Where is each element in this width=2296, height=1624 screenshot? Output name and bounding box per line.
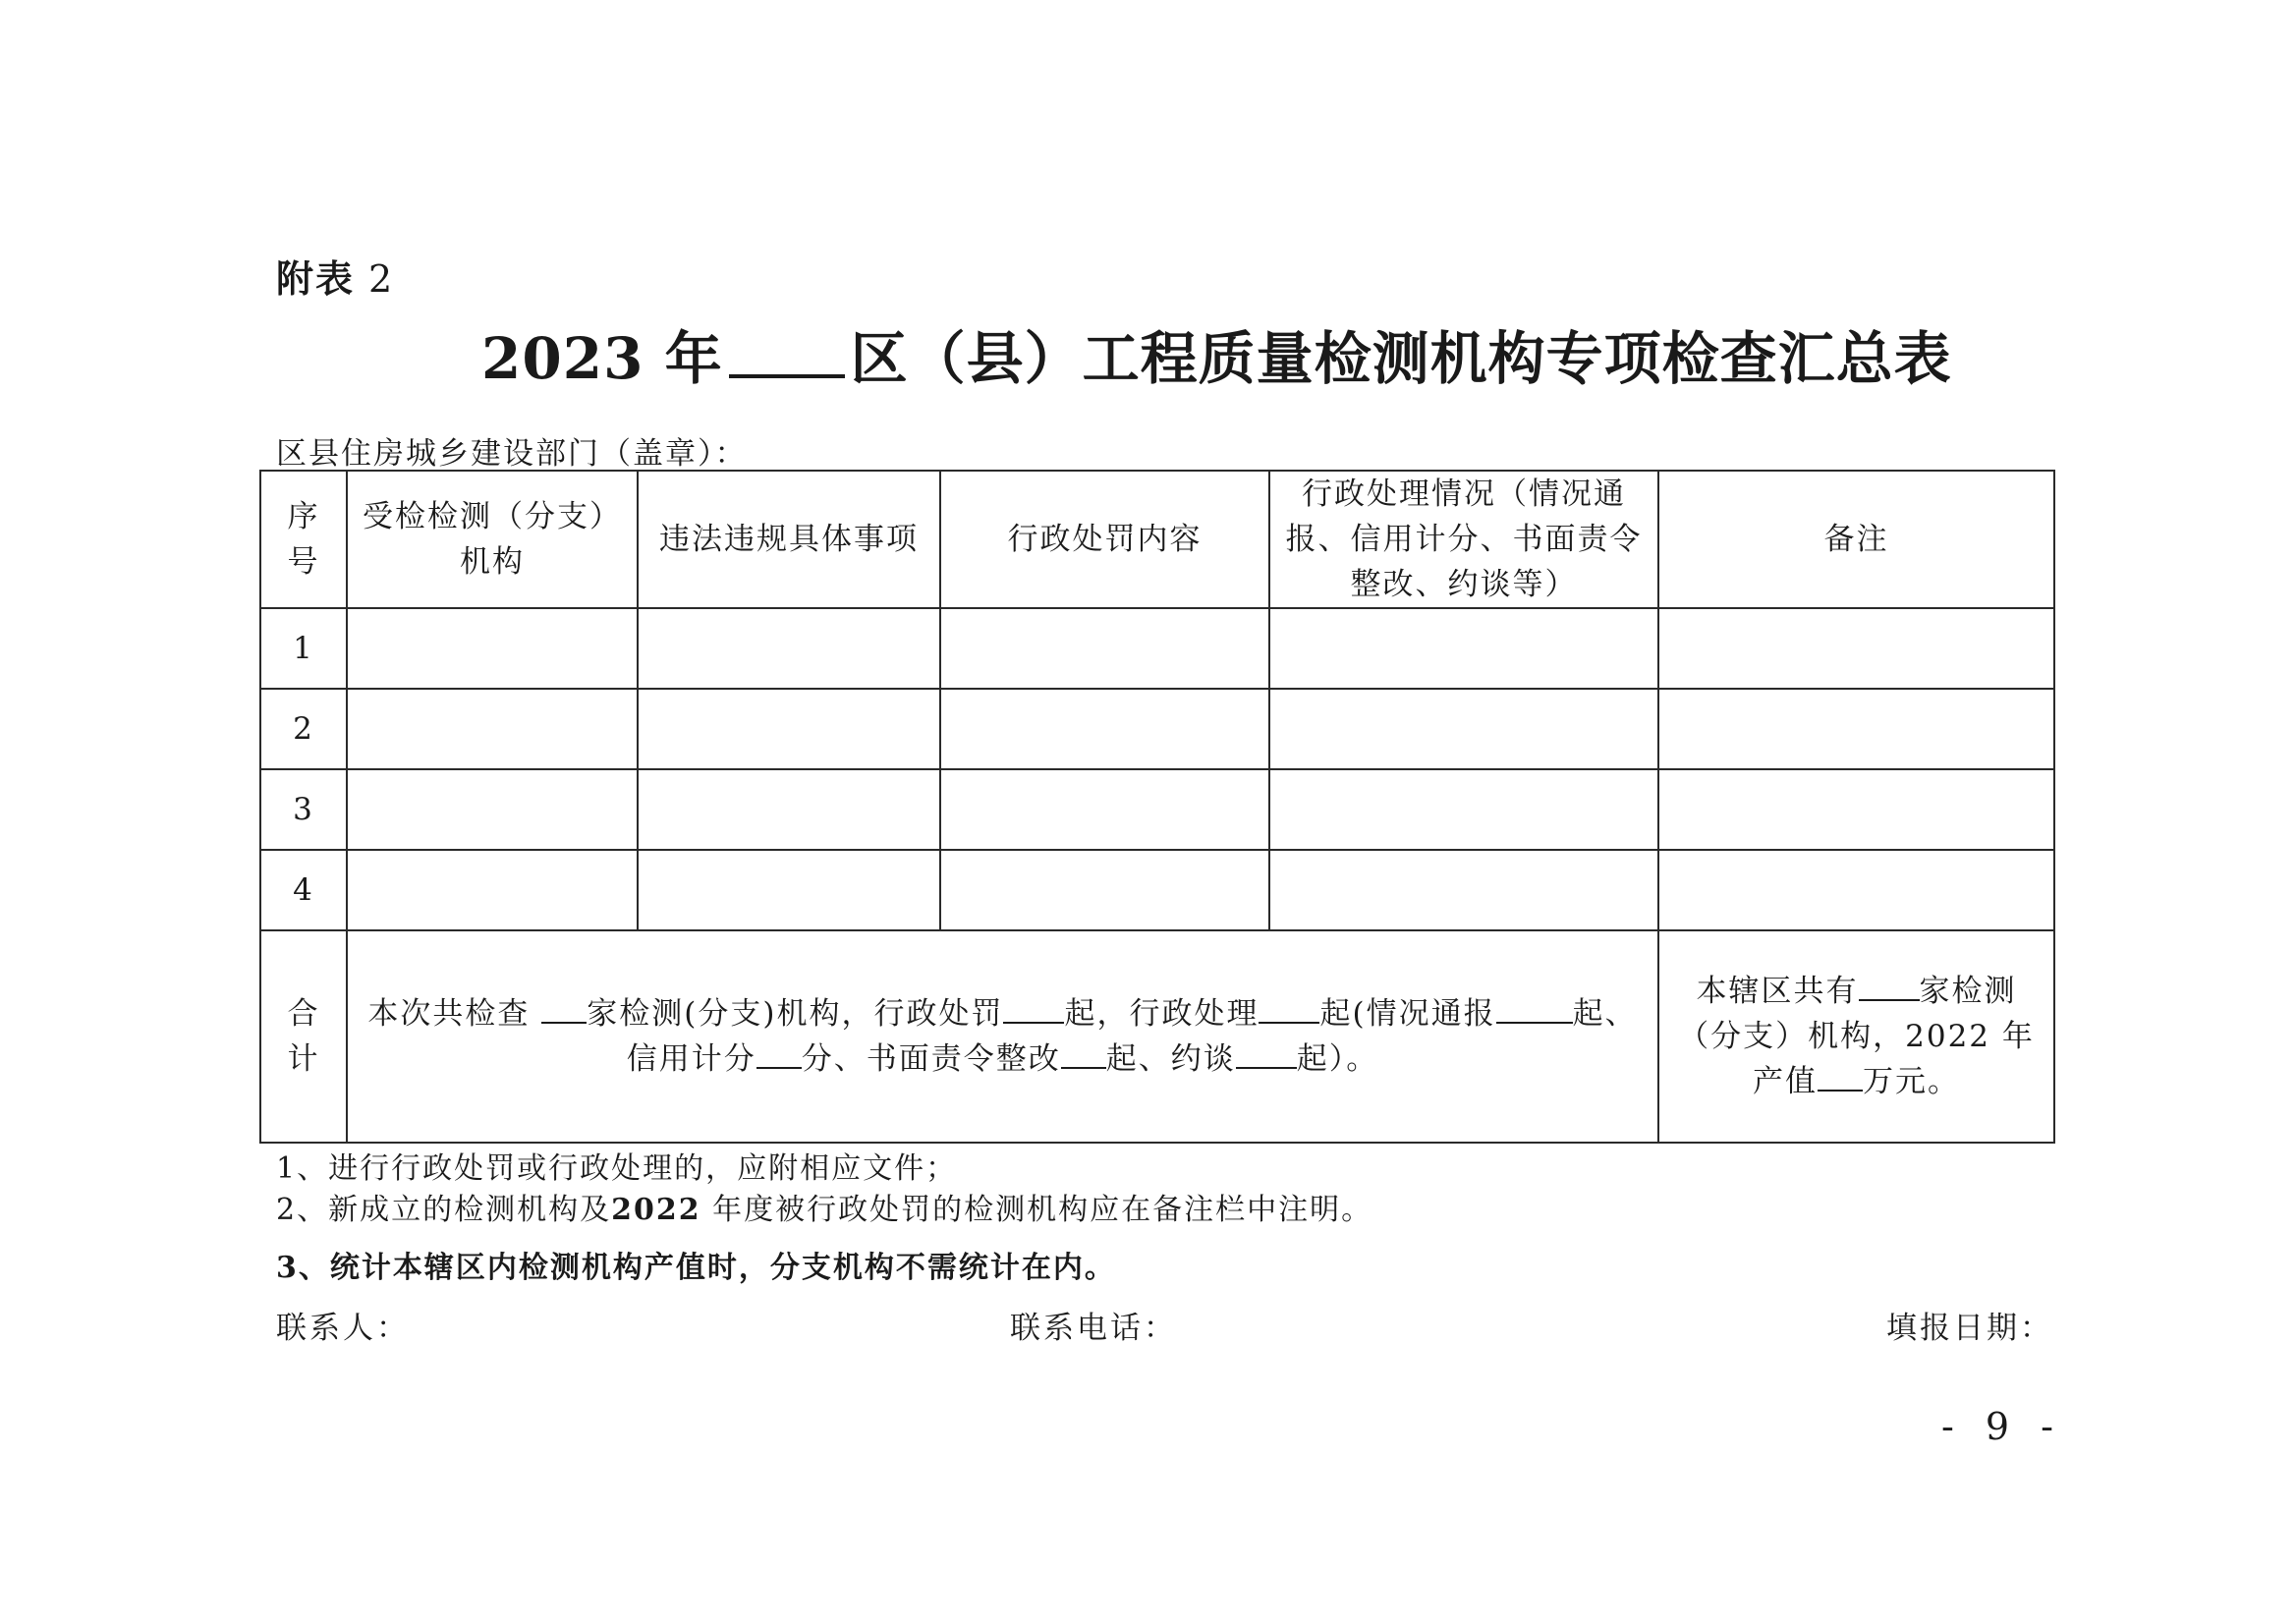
row-seq: 4 [260,850,347,930]
cell-remark[interactable] [1658,769,2054,850]
note-2-year: 2022 [611,1193,701,1227]
contact-label: 联系人： [276,1311,410,1346]
row-seq: 1 [260,608,347,689]
total-t3: 起，行政处理 [1064,996,1260,1032]
cell-penalty[interactable] [940,769,1269,850]
title-blank [729,335,845,378]
total-label [260,930,347,1143]
total-label-line1: 合 [287,996,320,1032]
attachment-label [276,249,394,303]
header-institution: 受检检测（分支）机构 [347,471,638,608]
header-handling: 行政处理情况（情况通报、信用计分、书面责令整改、约谈等） [1269,471,1658,608]
blank-output-value[interactable] [1818,1062,1863,1092]
total-t4: 起(情况通报 [1319,996,1496,1032]
total-t8: 起）。 [1296,1041,1379,1077]
cell-remark[interactable] [1658,850,2054,930]
cell-handling[interactable] [1269,689,1658,769]
cell-remark[interactable] [1658,608,2054,689]
title-suffix: 区（县）工程质量检测机构专项检查汇总表 [850,325,1952,392]
blank-interview-count[interactable] [1236,1039,1297,1069]
header-seq-line1: 序 [287,499,320,534]
cell-institution[interactable] [347,769,638,850]
header-seq [260,471,347,608]
date-label: 填报日期： [1886,1311,2053,1346]
cell-violation[interactable] [638,608,940,689]
cell-remark[interactable] [1658,689,2054,769]
row-seq: 3 [260,769,347,850]
table-row [260,608,2054,689]
blank-penalty-count[interactable] [1003,994,1064,1024]
blank-credit-score[interactable] [756,1039,802,1069]
note-2-c: 年度被行政处罚的检测机构应在备注栏中注明。 [700,1193,1373,1227]
table-row [260,850,2054,930]
table-row [260,769,2054,850]
total-t1: 本次共检查 [367,996,542,1032]
summary-table [259,470,2055,1144]
total-r2: 家检测（分支）机构，2022 年产值 [1678,974,2035,1099]
page-title [481,312,1952,395]
total-t5: 起、信用计分 [626,996,1638,1077]
blank-report-count[interactable] [1496,994,1573,1024]
cell-violation[interactable] [638,850,940,930]
attachment-number: 2 [368,257,395,301]
stamp-line: 区县住房城乡建设部门（盖章）： [276,436,748,472]
header-violation: 违法违规具体事项 [638,471,940,608]
note-1: 1、进行行政处罚或行政处理的，应附相应文件； [276,1151,958,1186]
total-r3: 万元。 [1863,1064,1960,1099]
blank-handling-count[interactable] [1259,994,1319,1024]
header-seq-line2: 号 [287,544,320,580]
table-header-row [260,471,2054,608]
cell-penalty[interactable] [940,689,1269,769]
cell-handling[interactable] [1269,769,1658,850]
cell-institution[interactable] [347,850,638,930]
cell-institution[interactable] [347,608,638,689]
cell-violation[interactable] [638,769,940,850]
header-penalty: 行政处罚内容 [940,471,1269,608]
page-number: - 9 - [1941,1405,2064,1448]
note-3: 3、统计本辖区内检测机构产值时，分支机构不需统计在内。 [276,1251,1116,1285]
note-2-a: 2、新成立的检测机构及 [276,1193,612,1227]
cell-penalty[interactable] [940,608,1269,689]
total-t2: 家检测(分支)机构，行政处罚 [587,996,1004,1032]
total-r1: 本辖区共有 [1696,974,1859,1009]
total-t6: 分、书面责令整改 [801,1041,1061,1077]
note-2 [276,1185,1372,1228]
table-total-row [260,930,2054,1143]
total-label-line2: 计 [287,1041,320,1077]
cell-institution[interactable] [347,689,638,769]
blank-rectify-count[interactable] [1061,1039,1106,1069]
attachment-text: 附表 [276,256,356,301]
title-prefix: 2023 年 [481,325,723,392]
phone-label: 联系电话： [1010,1311,1177,1346]
cell-handling[interactable] [1269,608,1658,689]
total-t7: 起、约谈 [1105,1041,1236,1077]
blank-inspected-count[interactable] [541,994,587,1024]
header-remark: 备注 [1658,471,2054,608]
row-seq: 2 [260,689,347,769]
cell-penalty[interactable] [940,850,1269,930]
cell-violation[interactable] [638,689,940,769]
cell-handling[interactable] [1269,850,1658,930]
total-remark-text [1658,930,2054,1143]
blank-institution-total[interactable] [1859,972,1920,1001]
total-summary-text [347,930,1658,1143]
table-row [260,689,2054,769]
